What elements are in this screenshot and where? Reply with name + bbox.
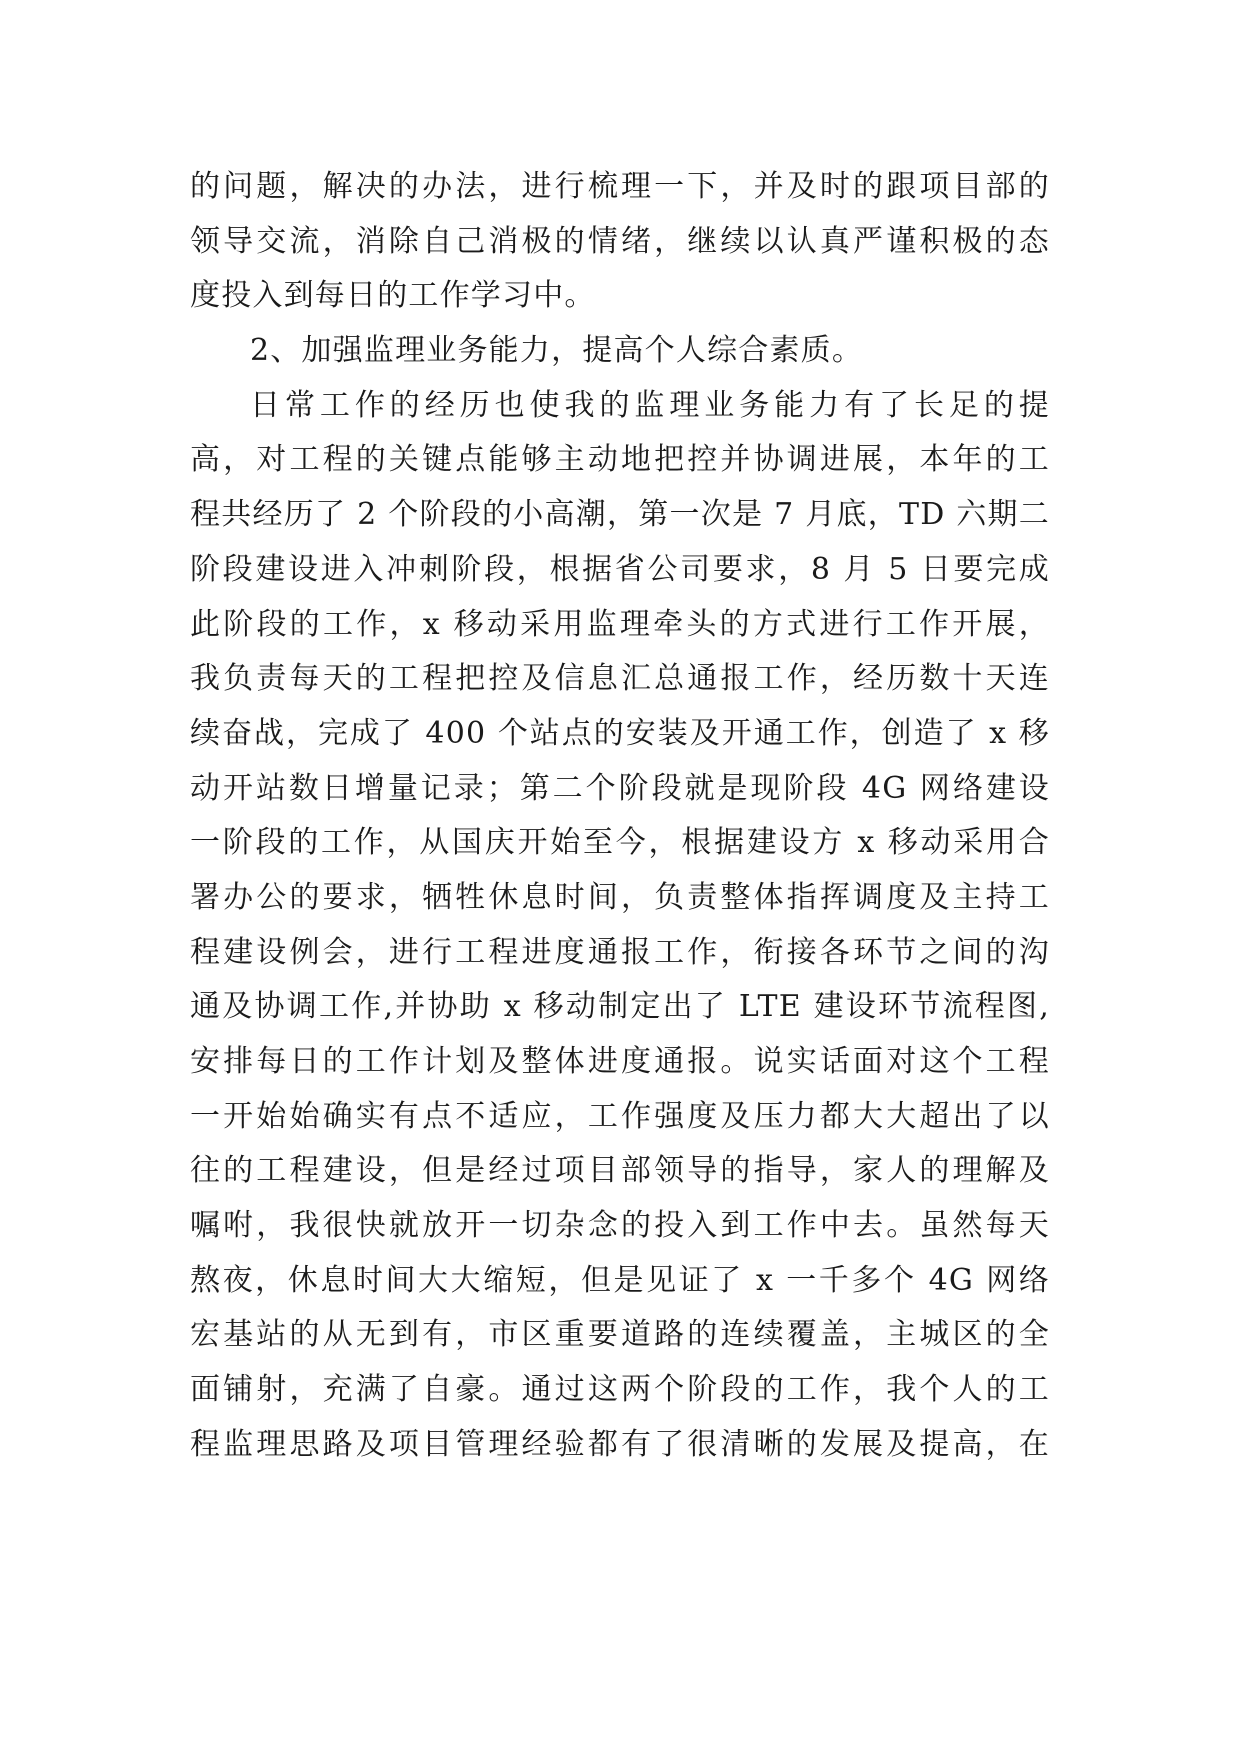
text-line: 安排每日的工作计划及整体进度通报。说实话面对这个工程 [190,1044,1050,1079]
text-line: 程共经历了 2 个阶段的小高潮，第一次是 7 月底，TD 六期二 [190,497,1050,533]
text-line: 领导交流，消除自己消极的情绪，继续以认真严谨积极的态 [190,223,1050,259]
text-line: 高，对工程的关键点能够主动地把控并协调进展，本年的工 [190,442,1050,478]
text-line: 一阶段的工作，从国庆开始至今，根据建设方 x 移动采用合 [190,825,1050,861]
text-line: 的问题，解决的办法，进行梳理一下，并及时的跟项目部的 [190,169,1050,204]
text-line: 我负责每天的工程把控及信息汇总通报工作，经历数十天连 [190,661,1050,697]
text-line: 署办公的要求，牺牲休息时间，负责整体指挥调度及主持工 [190,879,1050,915]
text-line: 度投入到每日的工作学习中。 [190,278,596,314]
paragraph-first-line: 日常工作的经历也使我的监理业务能力有了长足的提 [250,387,1050,423]
text-line: 阶段建设进入冲刺阶段，根据省公司要求，8 月 5 日要完成 [190,551,1050,587]
text-line: 宏基站的从无到有，市区重要道路的连续覆盖，主城区的全 [190,1317,1050,1353]
text-line: 程建设例会，进行工程进度通报工作，衔接各环节之间的沟 [190,934,1050,970]
text-line: 一开始始确实有点不适应，工作强度及压力都大大超出了以 [190,1098,1050,1134]
text-line: 通及协调工作,并协助 x 移动制定出了 LTE 建设环节流程图, [190,989,1050,1025]
text-line: 往的工程建设，但是经过项目部领导的指导，家人的理解及 [190,1153,1050,1189]
text-line: 面铺射，充满了自豪。通过这两个阶段的工作，我个人的工 [190,1372,1050,1408]
text-line: 此阶段的工作，x 移动采用监理牵头的方式进行工作开展， [190,606,1050,642]
text-line: 熬夜，休息时间大大缩短，但是见证了 x 一千多个 4G 网络 [190,1262,1050,1298]
text-line: 程监理思路及项目管理经验都有了很清晰的发展及提高，在 [190,1426,1050,1462]
section-heading: 2、加强监理业务能力，提高个人综合素质。 [250,333,864,369]
text-line: 动开站数日增量记录；第二个阶段就是现阶段 4G 网络建设 [190,770,1050,806]
text-line: 嘱咐，我很快就放开一切杂念的投入到工作中去。虽然每天 [190,1208,1050,1244]
document-body [190,160,1050,1473]
text-line: 续奋战，完成了 400 个站点的安装及开通工作，创造了 x 移 [190,715,1050,751]
